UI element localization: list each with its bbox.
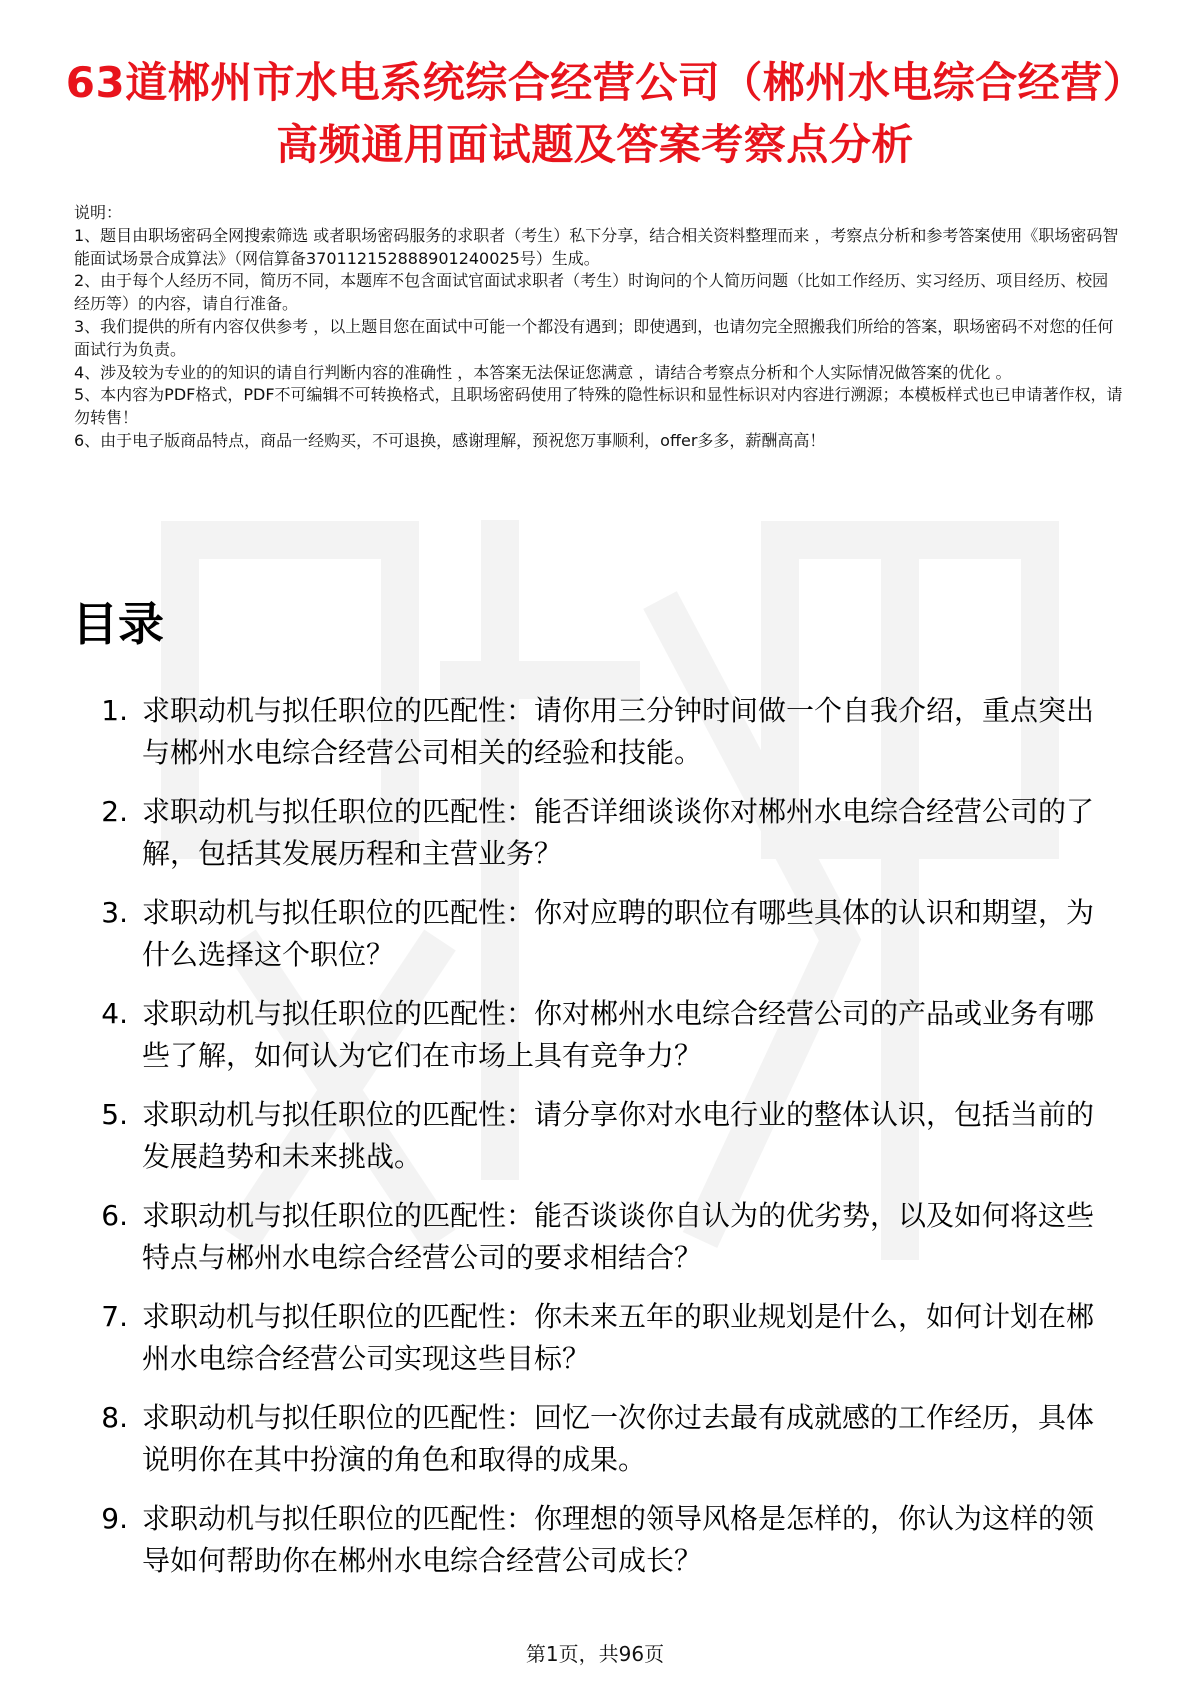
toc-list bbox=[72, 690, 1112, 1599]
toc-item[interactable] bbox=[72, 791, 1112, 875]
toc-heading: 目录 bbox=[72, 597, 164, 651]
toc-item-number: 5. bbox=[101, 1098, 128, 1131]
toc-item-number: 4. bbox=[101, 997, 128, 1030]
toc-item-number: 7. bbox=[101, 1300, 128, 1333]
toc-item[interactable] bbox=[72, 1498, 1112, 1582]
toc-item-text: 求职动机与拟任职位的匹配性：请分享你对水电行业的整体认识，包括当前的发展趋势和未来挑战。 bbox=[142, 1098, 1095, 1173]
note-item: 5、本内容为PDF格式，PDF不可编辑不可转换格式，且职场密码使用了特殊的隐性标识和显性标识对内容进行溯源；本模板样式也已申请著作权，请勿转售！ bbox=[74, 385, 1123, 428]
toc-item-number: 9. bbox=[101, 1502, 128, 1535]
notes-heading: 说明： bbox=[74, 203, 123, 222]
toc-item-number: 2. bbox=[101, 795, 128, 828]
toc-item-text: 求职动机与拟任职位的匹配性：回忆一次你过去最有成就感的工作经历，具体说明你在其中扮演的角色和取得的成果。 bbox=[142, 1401, 1095, 1476]
toc-item[interactable] bbox=[72, 1195, 1112, 1279]
page-number-footer: 第1页，共96页 bbox=[525, 1642, 665, 1666]
toc-item[interactable] bbox=[72, 1094, 1112, 1178]
document-title: 63道郴州市水电系统综合经营公司（郴州水电综合经营）高频通用面试题及答案考察点分析 bbox=[65, 58, 1125, 169]
note-item: 2、由于每个人经历不同，简历不同，本题库不包含面试官面试求职者（考生）时询问的个人简历问题（比如工作经历、实习经历、项目经历、校园经历等）的内容，请自行准备。 bbox=[74, 271, 1109, 314]
toc-item-number: 1. bbox=[101, 694, 128, 727]
notes-section bbox=[74, 202, 1124, 453]
toc-item-text: 求职动机与拟任职位的匹配性：请你用三分钟时间做一个自我介绍，重点突出与郴州水电综合经营公司相关的经验和技能。 bbox=[142, 694, 1095, 769]
toc-item-number: 8. bbox=[101, 1401, 128, 1434]
note-item: 3、我们提供的所有内容仅供参考 ，以上题目您在面试中可能一个都没有遇到；即使遇到，也请勿完全照搬我们所给的答案，职场密码不对您的任何面试行为负责。 bbox=[74, 316, 1114, 359]
toc-item-text: 求职动机与拟任职位的匹配性：你对郴州水电综合经营公司的产品或业务有哪些了解，如何认为它们在市场上具有竞争力？ bbox=[142, 997, 1095, 1072]
toc-item-text: 求职动机与拟任职位的匹配性：你理想的领导风格是怎样的，你认为这样的领导如何帮助你在郴州水电综合经营公司成长？ bbox=[142, 1502, 1095, 1577]
toc-item[interactable] bbox=[72, 690, 1112, 774]
toc-item-text: 求职动机与拟任职位的匹配性：你对应聘的职位有哪些具体的认识和期望，为什么选择这个职位？ bbox=[142, 896, 1095, 971]
note-item: 4、涉及较为专业的的知识的请自行判断内容的准确性 ，本答案无法保证您满意 ，请结合考察点分析和个人实际情况做答案的优化 。 bbox=[74, 362, 1012, 382]
toc-item-text: 求职动机与拟任职位的匹配性：能否谈谈你自认为的优劣势，以及如何将这些特点与郴州水电综合经营公司的要求相结合？ bbox=[142, 1199, 1095, 1274]
toc-item[interactable] bbox=[72, 993, 1112, 1077]
toc-item-text: 求职动机与拟任职位的匹配性：能否详细谈谈你对郴州水电综合经营公司的了解，包括其发展历程和主营业务？ bbox=[142, 795, 1095, 870]
toc-item[interactable] bbox=[72, 1296, 1112, 1380]
toc-item[interactable] bbox=[72, 1397, 1112, 1481]
toc-item[interactable] bbox=[72, 892, 1112, 976]
toc-item-text: 求职动机与拟任职位的匹配性：你未来五年的职业规划是什么，如何计划在郴州水电综合经营公司实现这些目标？ bbox=[142, 1300, 1095, 1375]
toc-item-number: 6. bbox=[101, 1199, 128, 1232]
note-item: 1、题目由职场密码全网搜索筛选 或者职场密码服务的求职者（考生）私下分享，结合相关资料整理而来 ，考察点分析和参考答案使用《职场密码智能面试场景合成算法》（网信算备370112152888901240025号）生成。 bbox=[74, 225, 1119, 268]
note-item: 6、由于电子版商品特点，商品一经购买，不可退换，感谢理解，预祝您万事顺利，offer多多，薪酬高高！ bbox=[74, 430, 826, 450]
toc-item-number: 3. bbox=[101, 896, 128, 929]
